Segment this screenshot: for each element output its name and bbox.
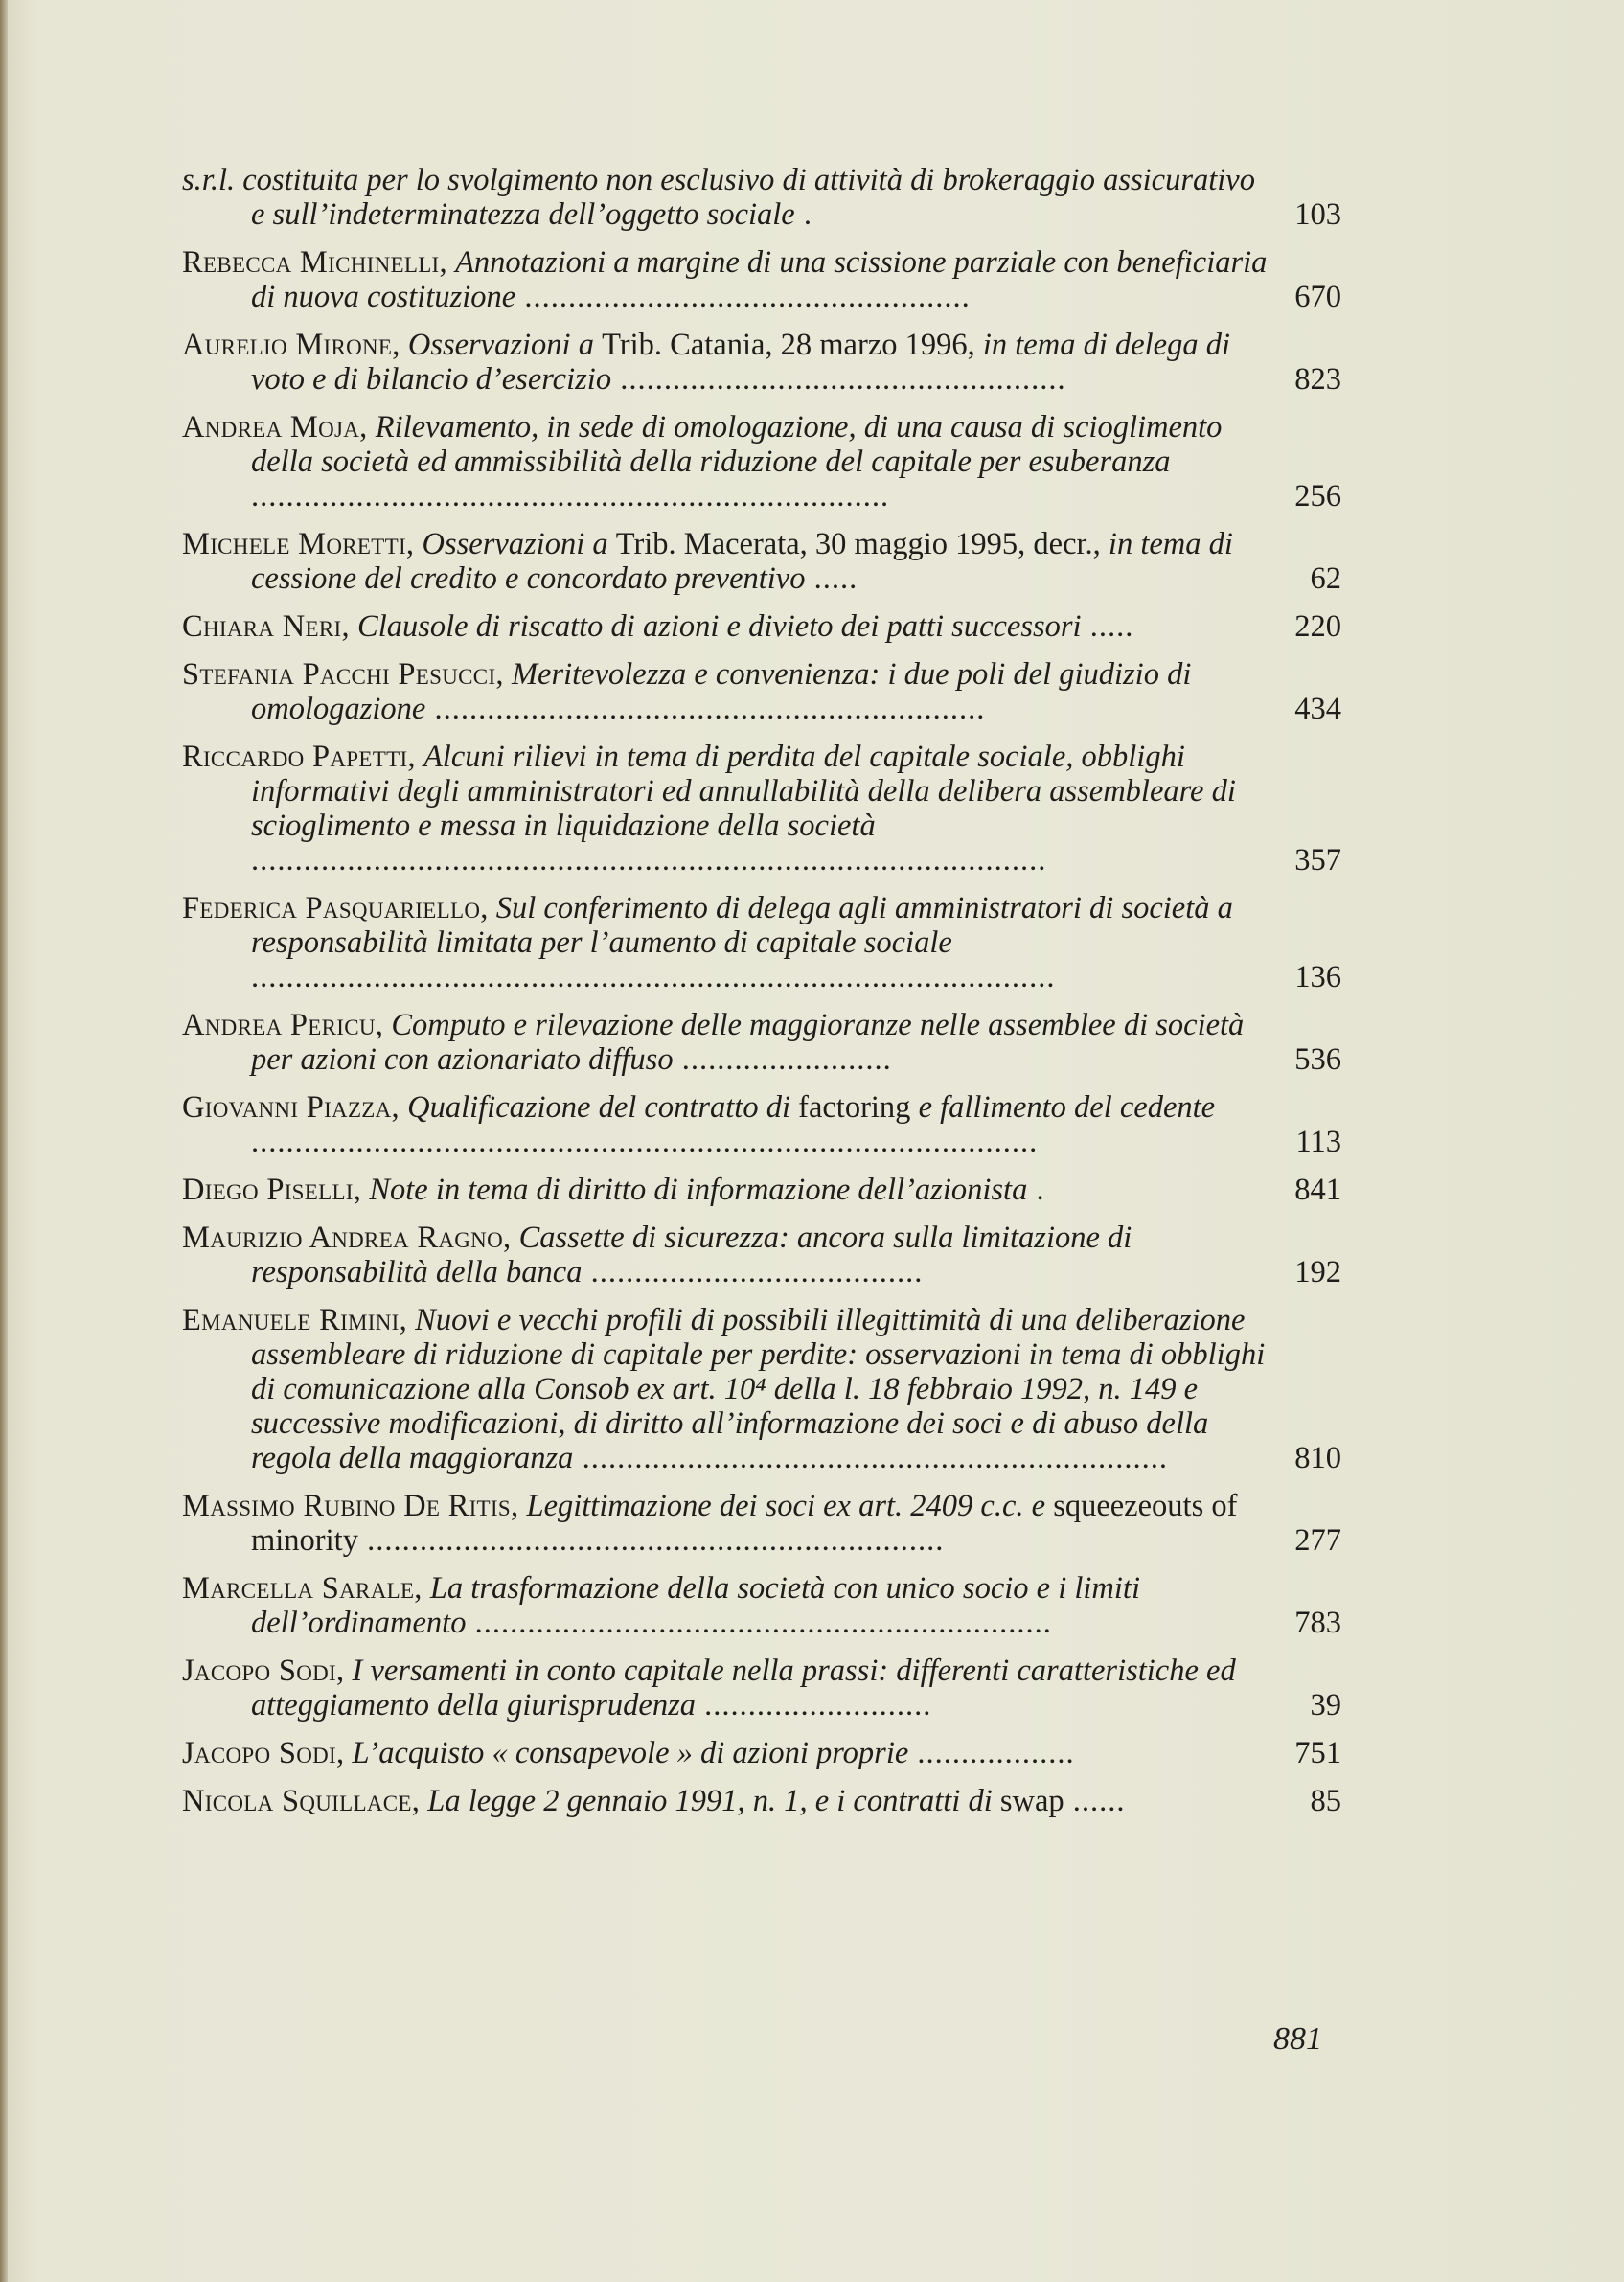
- entry-page-number: 841: [1294, 1173, 1341, 1207]
- entry-title-part: Osservazioni a: [407, 328, 603, 362]
- index-entries: [182, 163, 1341, 1832]
- entry-page-number: 62: [1310, 561, 1341, 596]
- entry-page-number: 136: [1294, 960, 1341, 994]
- index-entry-text: [182, 657, 1271, 726]
- entry-page-number: 536: [1294, 1042, 1341, 1077]
- dot-leader: ...................................................: [611, 362, 1066, 397]
- dot-leader: ...................................................................: [573, 1441, 1168, 1475]
- entry-page-number: 220: [1294, 609, 1341, 644]
- entry-author: Andrea Moja,: [182, 410, 368, 445]
- index-entry-text: [182, 1736, 1271, 1770]
- index-entry: [182, 1654, 1341, 1723]
- entry-author: Riccardo Papetti,: [182, 740, 416, 774]
- entry-page-number: 39: [1310, 1688, 1341, 1723]
- entry-author: Emanuele Rimini,: [182, 1303, 408, 1337]
- dot-leader: ......................................: [582, 1255, 924, 1289]
- entry-title: Computo e rilevazione delle maggioranze nelle assemblee di società per azioni con azionariato diffuso: [251, 1008, 1245, 1077]
- index-entry: [182, 245, 1341, 314]
- index-entry-text: [182, 245, 1271, 314]
- entry-author: Marcella Sarale,: [182, 1571, 423, 1606]
- index-entry: [182, 1173, 1341, 1207]
- entry-title: s.r.l. costituita per lo svolgimento non esclusivo di attività di brokeraggio assicurativo e sull’indeterminatezza dell’oggetto sociale: [182, 163, 1255, 232]
- index-entry: [182, 1489, 1341, 1558]
- dot-leader: ...............................................................: [425, 692, 986, 726]
- entry-page-number: 783: [1294, 1606, 1341, 1640]
- entry-title: Annotazioni a margine di una scissione parziale con beneficiaria di nuova costituzione: [251, 245, 1268, 314]
- entry-author: Diego Piselli,: [182, 1173, 362, 1207]
- dot-leader: ............................................................................................: [251, 960, 1056, 994]
- index-entry: [182, 740, 1341, 878]
- entry-title-part: La legge 2 gennaio 1991, n. 1, e i contratti di: [427, 1784, 1000, 1818]
- entry-page-number: 751: [1294, 1736, 1341, 1770]
- index-entry-text: [182, 1489, 1271, 1558]
- entry-author: Aurelio Mirone,: [182, 328, 400, 362]
- index-entry-text: [182, 740, 1271, 878]
- dot-leader: ...................................................: [515, 280, 971, 314]
- entry-title-part: squeezeouts of minority: [251, 1489, 1238, 1558]
- dot-leader: .........................................................................: [251, 479, 890, 513]
- entry-page-number: 810: [1294, 1441, 1341, 1475]
- index-entry: [182, 1221, 1341, 1289]
- entry-author: Maurizio Andrea Ragno,: [182, 1221, 512, 1255]
- entry-title-part: Legittimazione dei soci ex art. 2409 c.c. e: [526, 1489, 1054, 1523]
- index-entry: [182, 527, 1341, 596]
- entry-author: Giovanni Piazza,: [182, 1090, 400, 1125]
- index-entry: [182, 657, 1341, 726]
- entry-title-part: in tema di cessione del credito e concordato preventivo: [251, 527, 1233, 596]
- entry-title: Note in tema di diritto di informazione dell’azionista: [369, 1173, 1028, 1207]
- index-entry-text: [182, 527, 1271, 596]
- dot-leader: ..........................: [696, 1688, 932, 1723]
- dot-leader: ......: [1064, 1784, 1126, 1818]
- index-entry-text: [182, 410, 1271, 513]
- entry-page-number: 277: [1294, 1523, 1341, 1558]
- entry-title: Rilevamento, in sede di omologazione, di una causa di scioglimento della società ed ammissibilità della riduzione del capitale per esuberanza: [251, 410, 1223, 479]
- index-entry: [182, 891, 1341, 994]
- entry-author: Stefania Pacchi Pesucci,: [182, 657, 504, 692]
- dot-leader: .....: [1081, 609, 1134, 644]
- entry-page-number: 357: [1294, 843, 1341, 878]
- entry-author: Chiara Neri,: [182, 609, 350, 644]
- dot-leader: ........................: [673, 1042, 892, 1077]
- dot-leader: .: [1027, 1173, 1045, 1207]
- index-entry-text: [182, 1784, 1271, 1818]
- index-entry-text: [182, 1008, 1271, 1077]
- dot-leader: ..................................................................: [466, 1606, 1052, 1640]
- entry-page-number: 85: [1310, 1784, 1341, 1818]
- entry-title: I versamenti in conto capitale nella prassi: differenti caratteristiche ed atteggiamento della giurisprudenza: [251, 1654, 1236, 1723]
- entry-author: Michele Moretti,: [182, 527, 415, 561]
- entry-page-number: 113: [1295, 1125, 1341, 1159]
- index-entry-text: [182, 1654, 1271, 1723]
- index-entry: [182, 1736, 1341, 1770]
- entry-title: La trasformazione della società con unico socio e i limiti dell’ordinamento: [251, 1571, 1140, 1640]
- index-entry-text: [182, 163, 1271, 232]
- index-entry-text: [182, 1221, 1271, 1289]
- dot-leader: ..................................................................: [357, 1523, 945, 1558]
- entry-title-part: in tema di delega di voto e di bilancio d’esercizio: [251, 328, 1231, 397]
- entry-title: L’acquisto « consapevole » di azioni proprie: [352, 1736, 909, 1770]
- index-entry: [182, 1571, 1341, 1640]
- entry-title-part: Osservazioni a: [422, 527, 616, 561]
- entry-page-number: 103: [1294, 197, 1341, 232]
- entry-title: Alcuni rilievi in tema di perdita del capitale sociale, obblighi informativi degli amministratori ed annullabilità della delibera assembleare di scioglimento e messa in liquidazione della società: [251, 740, 1236, 843]
- index-entry: [182, 1008, 1341, 1077]
- book-spine-edge: [0, 0, 8, 2282]
- entry-title-part: swap: [999, 1784, 1064, 1818]
- index-entry: [182, 1303, 1341, 1475]
- entry-author: Andrea Pericu,: [182, 1008, 384, 1042]
- entry-author: Rebecca Michinelli,: [182, 245, 447, 280]
- index-entry-text: [182, 1090, 1271, 1159]
- index-entry: [182, 1784, 1341, 1818]
- entry-author: Federica Pasquariello,: [182, 891, 489, 925]
- index-entry-text: [182, 1571, 1271, 1640]
- index-entry: [182, 163, 1341, 232]
- dot-leader: .: [794, 197, 812, 232]
- entry-title: Nuovi e vecchi profili di possibili illegittimità di una deliberazione assembleare di riduzione di capitale per perdite: osservazioni in tema di obblighi di comunicazione alla Consob ex art. 10⁴ della l. 18 febbraio 1992, n. 149 e successive modificazioni, di diritto all’informazione dei soci e di abuso della regola della maggioranza: [251, 1303, 1266, 1475]
- page-folio-number: 881: [1273, 2021, 1322, 2057]
- dot-leader: ..................: [908, 1736, 1075, 1770]
- index-entry: [182, 609, 1341, 644]
- entry-title-part: factoring: [798, 1090, 911, 1125]
- entry-page-number: 192: [1294, 1255, 1341, 1289]
- entry-author: Massimo Rubino De Ritis,: [182, 1489, 519, 1523]
- index-entry: [182, 1090, 1341, 1159]
- entry-author: Nicola Squillace,: [182, 1784, 421, 1818]
- entry-page-number: 823: [1294, 362, 1341, 397]
- entry-page-number: 256: [1294, 479, 1341, 513]
- entry-author: Jacopo Sodi,: [182, 1654, 345, 1688]
- dot-leader: ...........................................................................................: [251, 843, 1047, 878]
- entry-title-part: Trib. Macerata, 30 maggio 1995, decr.,: [615, 527, 1109, 561]
- entry-title: Cassette di sicurezza: ancora sulla limitazione di responsabilità della banca: [251, 1221, 1132, 1289]
- index-entry: [182, 410, 1341, 513]
- entry-title: Clausole di riscatto di azioni e divieto dei patti successori: [357, 609, 1082, 644]
- entry-title-part: Qualificazione del contratto di: [407, 1090, 799, 1125]
- entry-page-number: 670: [1294, 280, 1341, 314]
- entry-title-part: Trib. Catania, 28 marzo 1996,: [602, 328, 983, 362]
- dot-leader: .....: [805, 561, 858, 596]
- index-entry-text: [182, 609, 1271, 644]
- index-entry-text: [182, 328, 1271, 397]
- entry-title: Meritevolezza e convenienza: i due poli del giudizio di omologazione: [251, 657, 1192, 726]
- index-entry-text: [182, 891, 1271, 994]
- index-entry: [182, 328, 1341, 397]
- index-entry-text: [182, 1173, 1271, 1207]
- entry-page-number: 434: [1294, 692, 1341, 726]
- entry-title-part: e fallimento del cedente: [910, 1090, 1216, 1125]
- entry-author: Jacopo Sodi,: [182, 1736, 345, 1770]
- entry-title: Sul conferimento di delega agli amministratori di società a responsabilità limitata per l’aumento di capitale sociale: [251, 891, 1233, 960]
- index-entry-text: [182, 1303, 1271, 1475]
- dot-leader: ..........................................................................................: [251, 1125, 1039, 1159]
